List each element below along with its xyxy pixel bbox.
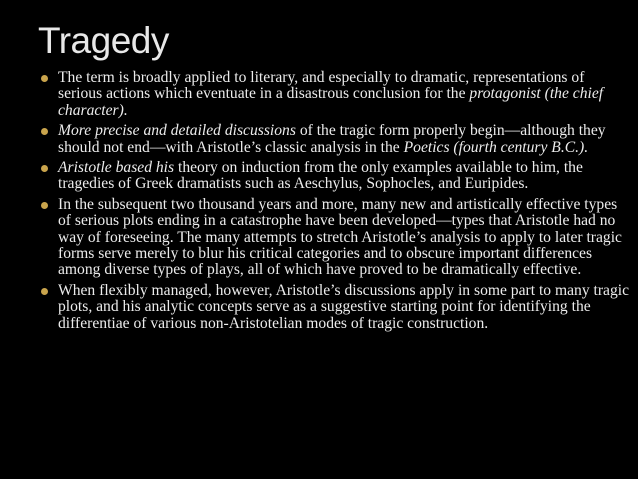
- bullet-item-1: [40, 70, 630, 119]
- bullet-3-text: theory on induction from the only examples available to him, the tragedies of Greek dramatists such as Aeschylus, Sophocles, and Euripides.: [58, 159, 583, 193]
- bullet-1-italic: protagonist (the chief character).: [58, 85, 604, 119]
- bullet-dot-icon: [41, 128, 48, 135]
- bullet-dot-icon: [41, 202, 48, 209]
- bullet-item-5: [40, 283, 630, 332]
- bullet-5-text: When flexibly managed, however, Aristotle’s discussions apply in some part to many tragic plots, and his analytic concepts serve as a suggestive starting point for identifying the differentiae of various non-Aristotelian modes of tragic construction.: [58, 281, 630, 332]
- bullet-item-3: [40, 160, 630, 193]
- bullet-dot-icon: [41, 288, 48, 295]
- slide-title: Tragedy: [38, 20, 169, 61]
- bullet-2-text: of the tragic form properly begin—although they should not end—with Aristotle’s classic analysis in the: [58, 122, 606, 156]
- bullet-2-italic-lead: More precise and detailed discussions: [58, 122, 296, 140]
- bullet-1-text: The term is broadly applied to literary, and especially to dramatic, representations of serious actions which eventuate in a disastrous conclusion for the: [58, 69, 585, 103]
- bullet-list: [40, 70, 630, 336]
- bullet-2-italic: Poetics (fourth century B.C.).: [403, 138, 589, 156]
- bullet-item-4: [40, 197, 630, 279]
- bullet-3-italic-lead: Aristotle based his: [58, 159, 175, 177]
- bullet-item-2: [40, 123, 630, 156]
- bullet-dot-icon: [41, 165, 48, 172]
- bullet-4-text: In the subsequent two thousand years and more, many new and artistically effective types of serious plots ending in a catastrophe have been developed—types that Aristotle had no way of foreseeing. The many attempts to stretch Aristotle’s analysis to apply to later tragic forms serve merely to blur his critical categories and to obscure important differences among diverse types of plays, all of which have proved to be dramatically effective.: [58, 195, 622, 279]
- bullet-dot-icon: [41, 75, 48, 82]
